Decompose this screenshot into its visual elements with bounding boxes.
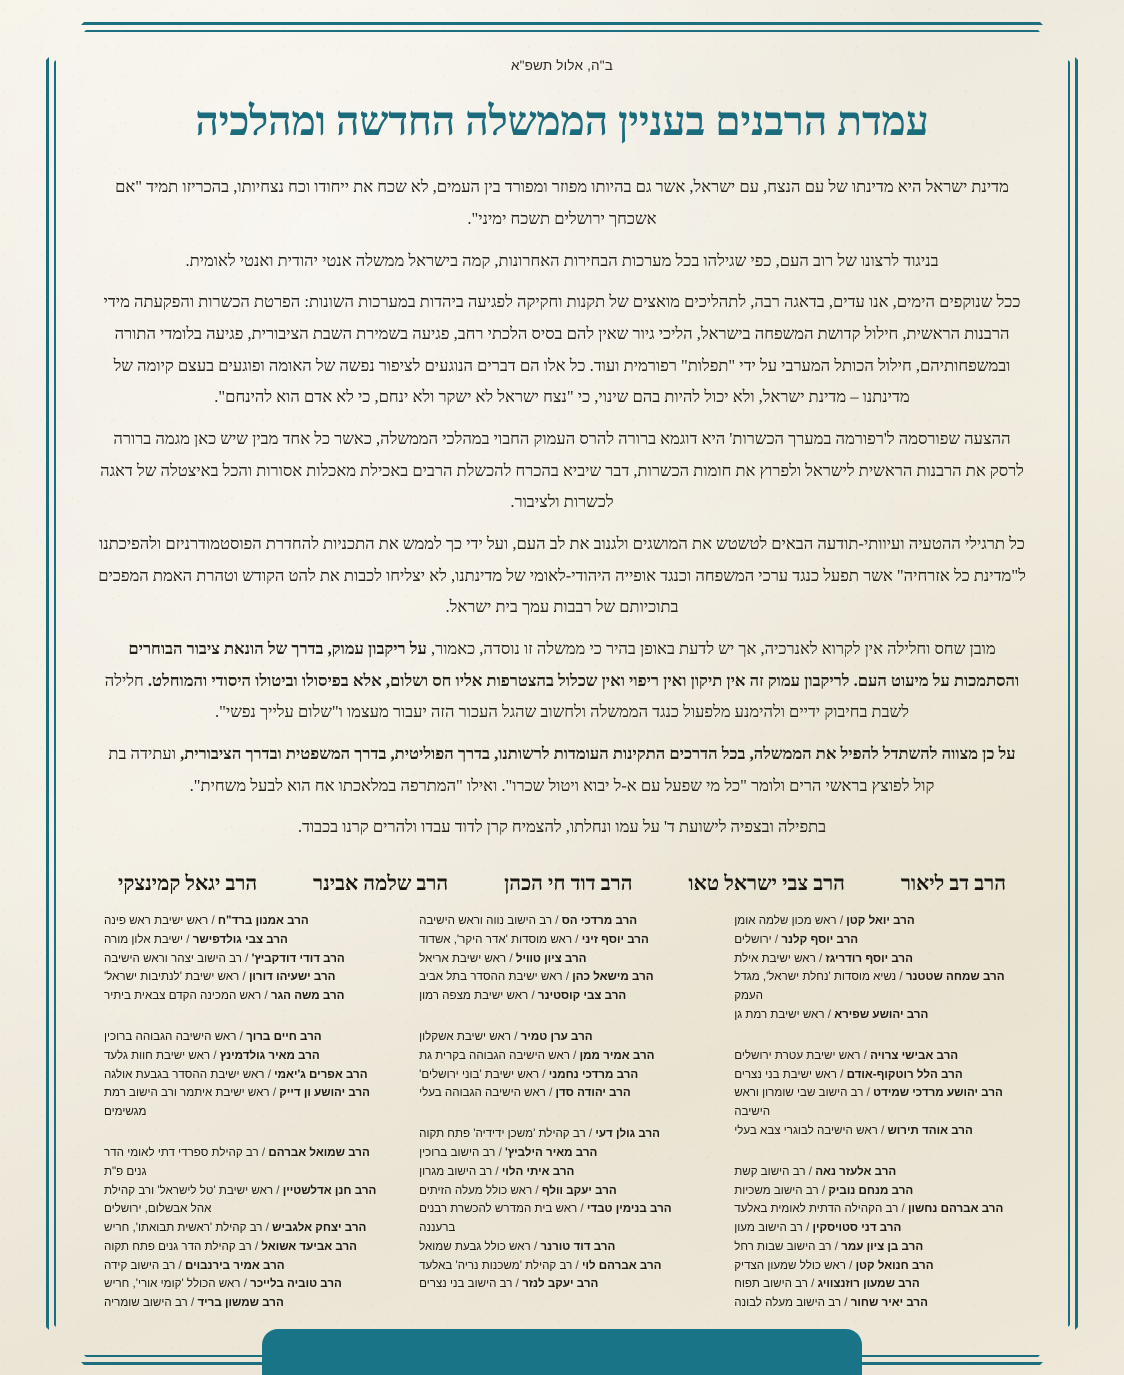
rabbi-name: הרב ישעיהו דורון [248,970,336,984]
rabbi-name: הרב יוסף זיני [581,932,649,946]
list-item [419,1028,705,1047]
list-item [419,968,705,987]
rabbi-role: ראש הישיבה הגבוהה ברוכין [104,1030,237,1044]
rabbi-role: רב קהילת 'ראשית תבואתו', חריש [104,1221,263,1235]
name-role-separator: / [208,914,218,928]
list-item [104,950,390,969]
list-item [104,1257,390,1276]
rabbi-role: ראש ישיבת עטרת ירושלים [734,1048,861,1062]
rabbi-name: הרב יאיר שחור [850,1296,928,1310]
list-item [104,1047,390,1066]
name-role-separator: / [545,1086,556,1100]
paragraph: כל תרגילי ההטעיה ועיוותי-תודעה הבאים לטשטש את המושגים ולגנוב את לב העם, ועל ידי כך לממש את התכניות להחדרת הפוסטמודרניזם ולהפיכתנו ל"מדינת כל אזרחיה" אשר תפעל כנגד ערכי המשפחה וכנגד אופייה היהודי-לאומי של מדינתנו, לא יצליחו לכבות את להט הקודש וטהרת האמת המפכים בתוכיותם של רבבות עמך בית ישראל. [98,534,1026,617]
rabbi-name: הרב מרדכי הס [561,914,638,928]
column-center [419,912,705,1335]
list-item [104,1294,390,1313]
rabbi-name: הרב ערן טמיר [520,1030,593,1044]
rabbi-name: הרב צבי גולדפישר [192,932,288,946]
list-item [104,968,390,987]
rabbi-group [104,912,390,1006]
rabbi-name: הרב אברהם נחשון [907,1202,1004,1216]
rabbi-name: הרב יוסף רודריגז [825,951,913,965]
paragraph: מובן שחס וחלילה אין לקרוא לאנרכיה, אך יש לדעת באופן בהיר כי ממשלה זו נוסדה, כאמור, על ריקבון עמוק, בדרך של הונאת ציבור הבוחרים והסתמכות על מיעוט העם. לריקבון עמוק זה אין תיקון ואין ריפוי ואין שכלול בהצטרפות אליו חס ושלום, אלא בפיסולו וביטולו היסודי והמוחלט. חלילה לשבת בחיבוק ידיים ולהימנע מלפעול כנגד הממשלה ולחשוב שהגל העכור הזה יעבור מעצמו ו"שלום עלייך נפשי". [104,639,1020,722]
list-item [419,987,705,1006]
name-role-separator: / [495,1145,506,1159]
name-role-separator: / [512,1277,523,1291]
date-kicker: ב"ה, אלול תשפ"א [510,58,614,73]
rabbi-name: הרב משה הגר [270,989,345,1003]
list-item [419,1238,705,1257]
rabbi-role: ראש ישיבת איתמר ורב הישוב רמת מגשימים [104,1086,270,1119]
rabbi-name: הרב צבי קוסטינר [537,989,627,1003]
list-item [734,1238,1020,1257]
name-role-separator: / [262,1221,273,1235]
lead-signatory: הרב צבי ישראל טאו [688,873,845,896]
name-role-separator: / [562,970,573,984]
rabbi-role: ראש כולל מעלה הזיתים [419,1183,533,1197]
paragraph: בתפילה ובצפיה לישועת ד' על עמו ונחלתו, להצמיח קרן לדוד עבדו ולהרים קרנו בכבוד. [297,817,827,837]
list-item [734,931,1020,950]
rabbi-name: הרב אוהד תירוש [887,1123,973,1137]
list-item [734,1219,1020,1238]
rabbi-role: ראש כולל שמעון הצדיק [734,1258,846,1272]
list-item [419,1163,705,1182]
rabbi-role: ראש ישיבת רמת גן [734,1008,825,1022]
list-item [419,1125,705,1144]
list-item [104,1219,390,1238]
list-item [419,1182,705,1201]
rabbi-role: ירושלים [734,932,772,946]
lead-signatory: הרב שלמה אבינר [313,873,449,896]
name-role-separator: / [264,1067,275,1081]
rabbi-role: ראש כולל גבעת שמואל [419,1239,531,1253]
list-item [104,987,390,1006]
rabbi-role: ראש הישיבה הגבוהה בעלי [419,1086,546,1100]
column-left [734,912,1020,1335]
list-item [734,950,1020,969]
name-role-separator: / [261,989,271,1003]
paragraph: בניגוד לרצונו של רוב העם, כפי שגילהו בכל מערכות הבחירות האחרונות, קמה בישראל ממשלה אנטי יהודית ואנטי לאומית. [185,250,939,270]
rabbi-role: רב הישוב יצהר וראש הישיבה [104,951,242,965]
list-item [734,1163,1020,1182]
name-role-separator: / [836,1067,847,1081]
bottom-teal-banner [262,1329,862,1375]
rabbi-role: רב הישוב קידה [104,1258,176,1272]
name-role-separator: / [552,914,562,928]
lead-signatories-row [118,873,1006,896]
page-title: עמדת הרבנים בעניין הממשלה החדשה ומהלכיה [195,98,929,144]
list-item [419,950,705,969]
rabbi-role: נשיא מוסדות 'נחלת ישראל', מגדל העמק [734,970,897,1003]
name-role-separator: / [510,1030,521,1044]
name-role-separator: / [241,951,252,965]
name-role-separator: / [807,1277,818,1291]
rabbi-role: ראש ישיבת אריאל [419,951,507,965]
rabbi-name: הרב מנחם נוביק [828,1183,914,1197]
rabbi-role: רב קהילת 'משכן ידידיה' פתח תקוה [419,1127,586,1141]
rabbi-signature-columns [96,912,1028,1335]
name-role-separator: / [492,1164,502,1178]
rabbi-role: ראש ישיבת ההסדר בגבעת אולגה [104,1067,265,1081]
lead-signatory: הרב דוד חי הכהן [504,873,633,896]
rabbi-role: ראש ישיבת בני נצרים [734,1067,837,1081]
name-role-separator: / [815,951,826,965]
rabbi-role: ראש ישיבת 'לנתיבות ישראל' [104,970,240,984]
name-role-separator: / [175,1258,185,1272]
rabbi-name: הרב אפרים ג'יאמי [274,1067,368,1081]
lead-signatory: הרב דב ליאור [900,873,1006,896]
rabbi-group [419,912,705,1006]
rabbi-role: רב הישוב שבות רחל [734,1239,832,1253]
name-role-separator: / [845,1258,856,1272]
name-role-separator: / [187,1296,198,1310]
list-item [734,1122,1020,1141]
list-item [419,912,705,931]
column-right [104,912,390,1335]
rabbi-role: רב הישוב שבי שומרון וראש הישיבה [734,1086,864,1119]
rabbi-name: הרב חנן אדלשטיין [282,1183,377,1197]
list-item [419,1066,705,1085]
list-item [419,1200,705,1238]
rabbi-role: רב הישוב שומריה [104,1296,188,1310]
name-role-separator: / [802,1221,813,1235]
list-item [104,1275,390,1294]
rabbi-name: הרב חנואל קטן [855,1258,934,1272]
list-item [734,1047,1020,1066]
name-role-separator: / [183,932,193,946]
rabbi-name: הרב חיים ברוך [246,1030,322,1044]
body-text [96,171,1028,843]
list-item [734,1084,1020,1122]
rabbi-role: ראש ישיבת אשקלון [419,1030,511,1044]
rabbi-name: הרב בן ציון עמר [841,1239,924,1253]
name-role-separator: / [236,1030,247,1044]
name-role-separator: / [824,1008,835,1022]
name-role-separator: / [240,1277,251,1291]
list-item [734,1294,1020,1313]
name-role-separator: / [569,1048,580,1062]
name-role-separator: / [898,1202,908,1216]
list-item [734,1066,1020,1085]
rabbi-name: הרב מאיר הילביץ' [505,1145,598,1159]
rabbi-name: הרב גולן דעי [595,1127,660,1141]
name-role-separator: / [863,1086,874,1100]
rabbi-role: ראש ישיבת אילת [734,951,816,965]
lead-signatory: הרב יגאל קמינצקי [118,873,258,896]
rabbi-name: הרב אביעד אשואל [261,1239,357,1253]
name-role-separator: / [539,1067,549,1081]
list-item [104,1182,390,1220]
rabbi-role: ישיבת אלון מורה [104,932,184,946]
name-role-separator: / [532,1183,542,1197]
rabbi-role: רב הישוב קשת [734,1164,806,1178]
name-role-separator: / [805,1164,816,1178]
rabbi-group [734,912,1020,1025]
rabbi-role: רב קהילת הדר גנים פתח תקוה [104,1239,252,1253]
rabbi-name: הרב יעקב וולף [541,1183,617,1197]
list-item [419,1257,705,1276]
name-role-separator: / [273,1183,283,1197]
list-item [734,912,1020,931]
rabbi-role: ראש ישיבת מצפה רמון [419,989,529,1003]
rabbi-role: ראש הישיבה לבוגרי צבא בעלי [734,1123,878,1137]
paragraph: ככל שנוקפים הימים, אנו עדים, בדאגה רבה, לתהליכים מואצים של תקנות וחקיקה לפגיעה ביהדות במערכות השונות: הפרטת הכשרות והפקעתה מידי הרבנות הראשית, חילול קדושת המשפחה בישראל, הליכי גיור שאין להם בסיס הלכתי רחב, פגיעה בשמירת השבת הציבורית, פגיעה בלומדי התורה ובמשפחותיהם, חילול הכותל המערבי על ידי "תפלות" רפורמית ועוד. כל אלו הם דברים הנוגעים לציפור נפשה של האומה ופוגעים בעצם קיומה של מדינתנו – מדינת ישראל, ולא יכול להיות בהם שינוי, כי "נצח ישראל לא ישקר ולא ינחם, כי לא אדם הוא להינחם". [103,292,1021,407]
rabbi-name: הרב אמנון ברד"ח [217,914,309,928]
paragraph: מדינת ישראל היא מדינתו של עם הנצח, עם ישראל, אשר גם בהיותו מפוזר ומפורד בין העמים, לא שכח את ייחודו וכח נצחיותו, בהכריזו תמיד "אם אשכחך ירושלים תשכח ימיני". [115,177,1009,229]
rabbi-name: הרב דודי דודקביץ' [251,951,345,965]
rabbi-role: רב קהילת 'משכנות נריה' באלעד [419,1258,573,1272]
rabbi-role: ראש מוסדות 'אדר היקר', אשדוד [419,932,573,946]
list-item [419,1047,705,1066]
rabbi-role: רב הישוב בני נצרים [419,1277,513,1291]
rabbi-role: ראש בית המדרש להכשרת רבנים ברעננה [419,1202,578,1235]
rabbi-name: הרב הלל רוטקוף-אודם [846,1067,963,1081]
name-role-separator: / [210,1048,220,1062]
rabbi-name: הרב יהושע ון דייק [279,1086,370,1100]
rabbi-name: הרב יהושע שפירא [834,1008,929,1022]
rabbi-group [734,1163,1020,1313]
name-role-separator: / [258,1145,269,1159]
rabbi-role: רב הישוב נווה וראש הישיבה [419,914,553,928]
list-item [104,1084,390,1122]
rabbi-role: רב קהילת ספרדי דתי לאומי הדר גנים פ"ת [104,1145,259,1178]
name-role-separator: / [239,970,249,984]
rabbi-name: הרב מרדכי נחמני [548,1067,639,1081]
rabbi-role: ראש הישיבה הגבוהה בקרית גת [419,1048,570,1062]
rabbi-name: הרב אמיר בירנבוים [184,1258,285,1272]
list-item [734,1275,1020,1294]
name-role-separator: / [528,989,538,1003]
rabbi-name: הרב יואל קטן [846,914,915,928]
rabbi-group [104,1144,390,1313]
rabbi-name: הרב איתי הלוי [501,1164,575,1178]
rabbi-role: רב הישוב ברוכין [419,1145,496,1159]
rabbi-name: הרב יהודה סדן [555,1086,631,1100]
list-item [104,1028,390,1047]
list-item [419,1144,705,1163]
name-role-separator: / [877,1123,888,1137]
rabbi-group [104,1028,390,1122]
rabbi-role: ראש הכולל 'קומי אורי', חריש [104,1277,241,1291]
name-role-separator: / [831,1239,842,1253]
name-role-separator: / [269,1086,280,1100]
list-item [104,1238,390,1257]
rabbi-group [419,1028,705,1103]
rabbi-role: ראש ישיבת ההסדר בתל אביב [419,970,563,984]
name-role-separator: / [577,1202,587,1216]
name-role-separator: / [585,1127,596,1141]
name-role-separator: / [530,1239,541,1253]
name-role-separator: / [572,932,582,946]
rabbi-role: ראש מכון שלמה אומן [734,914,837,928]
name-role-separator: / [251,1239,262,1253]
rabbi-name: הרב דוד טורנר [540,1239,616,1253]
name-role-separator: / [506,951,516,965]
rabbi-group [734,1047,1020,1141]
name-role-separator: / [841,1296,851,1310]
name-role-separator: / [860,1048,871,1062]
rabbi-role: רב הישוב משכיות [734,1183,819,1197]
rabbi-name: הרב אברהם לוי [581,1258,662,1272]
rabbi-role: ראש ישיבת חוות גלעד [104,1048,211,1062]
name-role-separator: / [896,970,906,984]
rabbi-name: הרב בנימין טבדי [586,1202,672,1216]
rabbi-role: רב הישוב מעלה לבונה [734,1296,842,1310]
paragraph: על כן מצווה להשתדל להפיל את הממשלה, בכל הדרכים התקינות העומדות לרשותנו, בדרך הפוליטית, בדרך המשפטית ובדרך הציבורית, ועתידה בת קול לפוצץ בראשי הרים ולומר "כל מי שפעל עם א-ל יבוא ויטול שכרו". ואילו "המתרפה במלאכתו אח הוא לבעל משחית". [108,744,1016,795]
rabbi-name: הרב שמעון רוזנצוויג [817,1277,920,1291]
list-item [734,968,1020,1006]
rabbi-name: הרב שמואל אברהם [268,1145,370,1159]
rabbi-name: הרב ציון טוויל [515,951,587,965]
rabbi-role: ראש המכינה הקדם צבאית ביתיר [104,989,262,1003]
name-role-separator: / [771,932,782,946]
rabbi-role: ראש ישיבת 'טל לישראל' ורב קהילת אהל אבשלום, ירושלים [104,1183,274,1216]
rabbi-role: ראש ישיבת 'בוני ירושלים' [419,1067,540,1081]
rabbi-role: רב הישוב מעון [734,1221,803,1235]
list-item [734,1006,1020,1025]
list-item [104,931,390,950]
rabbi-name: הרב שמשון בריד [197,1296,284,1310]
name-role-separator: / [818,1183,829,1197]
rabbi-name: הרב שמחה שטטנר [905,970,1005,984]
rabbi-name: הרב אלעזר נאה [815,1164,897,1178]
rabbi-name: הרב מאיר גולדמינץ [219,1048,320,1062]
rabbi-name: הרב אמיר ממן [579,1048,655,1062]
rabbi-role: רב הישוב תפוח [734,1277,808,1291]
list-item [419,1084,705,1103]
rabbi-name: הרב יהושע מרדכי שמידט [873,1086,1003,1100]
list-item [734,1182,1020,1201]
list-item [104,912,390,931]
name-role-separator: / [836,914,847,928]
rabbi-name: הרב טוביה בלייכר [250,1277,342,1291]
rabbi-role: רב הישוב מגרון [419,1164,493,1178]
list-item [734,1200,1020,1219]
rabbi-role: רב הקהילה הדתית לאומית באלעד [734,1202,899,1216]
paragraph: ההצעה שפורסמה ל'רפורמה במערך הכשרות' היא דוגמא ברורה להרס העמוק החבוי במהלכי הממשלה, כאשר כל אחד מבין שיש כאן מגמה ברורה לרסק את הרבנות הראשית לישראל ולפרוץ את חומות הכשרות, דבר שיביא בהכרח להכשלת הרבים באכילת מאכלות אסורות והכל באיצטלה של דאגה לכשרות ולציבור. [100,429,1024,512]
rabbi-name: הרב יצחק אלגביש [272,1221,367,1235]
list-item [419,1275,705,1294]
rabbi-role: ראש ישיבת ראש פינה [104,914,209,928]
rabbi-name: הרב יעקב לנזר [522,1277,599,1291]
rabbi-group [419,1125,705,1294]
name-role-separator: / [572,1258,582,1272]
rabbi-name: הרב דני סטויסקין [812,1221,902,1235]
list-item [419,931,705,950]
list-item [104,1066,390,1085]
rabbi-name: הרב מישאל כהן [572,970,654,984]
list-item [104,1144,390,1182]
rabbi-name: הרב אבישי צרויה [870,1048,959,1062]
list-item [734,1257,1020,1276]
rabbi-name: הרב יוסף קלנר [781,932,859,946]
